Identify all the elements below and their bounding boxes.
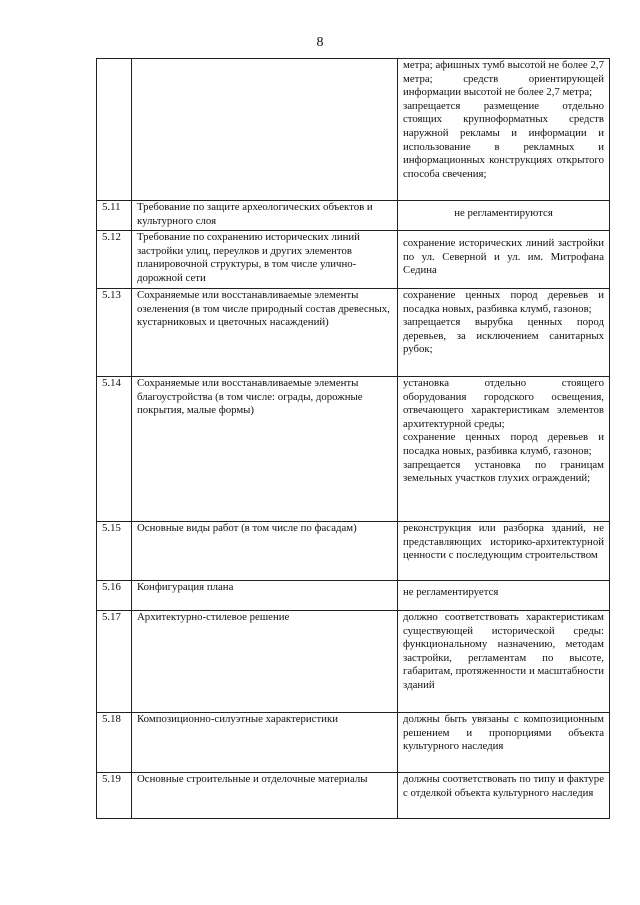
value-cell: должно соответствовать характеристикам существующей исторической среды: функциональному назначению, методам застройки, регламентам по высоте, габаритам, протяженности и масштабности зданий (398, 611, 610, 713)
table-row (97, 773, 610, 819)
row-number: 5.16 (97, 581, 132, 611)
table-row (97, 377, 610, 522)
row-number: 5.11 (97, 201, 132, 231)
value-cell: метра; афишных тумб высотой не более 2,7 метра; средств ориентирующей информации высотой не более 2,7 метра; запрещается размещение отдельно стоящих крупноформатных средств наружной рекламы и информации и использование в рекламных и информационных конструкциях открытого способа свечения; (398, 59, 610, 201)
value-cell (398, 231, 610, 289)
requirement-cell: Основные виды работ (в том числе по фасадам) (132, 522, 398, 581)
row-number: 5.12 (97, 231, 132, 289)
row-number: 5.18 (97, 713, 132, 773)
table-row (97, 611, 610, 713)
value-cell: сохранение ценных пород деревьев и посадка новых, разбивка клумб, газонов; запрещается вырубка ценных пород деревьев, за исключением санитарных рубок; (398, 289, 610, 377)
value-text: сохранение исторических линий застройки по ул. Северной и ул. им. Митрофана Седина (403, 237, 604, 277)
value-cell: реконструкция или разборка зданий, не представляющих историко-архитектурной ценности с последующим строительством (398, 522, 610, 581)
value-text: не регламентируются (454, 207, 553, 219)
requirement-cell: Требование по сохранению исторических линий застройки улиц, переулков и других элементов планировочной структуры, в том числе улично-дорожной сети (132, 231, 398, 289)
requirement-cell: Конфигурация плана (132, 581, 398, 611)
table-row (97, 289, 610, 377)
value-cell (398, 581, 610, 611)
table-row (97, 713, 610, 773)
requirement-cell: Композиционно-силуэтные характеристики (132, 713, 398, 773)
requirement-cell: Архитектурно-стилевое решение (132, 611, 398, 713)
requirement-cell: Сохраняемые или восстанавливаемые элементы озеленения (в том числе природный состав древесных, кустарниковых и цветочных насаждений) (132, 289, 398, 377)
value-text: не регламентируется (403, 586, 499, 598)
row-number: 5.15 (97, 522, 132, 581)
value-cell (398, 201, 610, 231)
table-row (97, 522, 610, 581)
requirements-table (96, 58, 610, 819)
requirement-cell: Сохраняемые или восстанавливаемые элементы благоустройства (в том числе: ограды, дорожные покрытия, малые формы) (132, 377, 398, 522)
requirement-cell (132, 59, 398, 201)
value-cell: должны соответствовать по типу и фактуре с отделкой объекта культурного наследия (398, 773, 610, 819)
row-number (97, 59, 132, 201)
value-cell: должны быть увязаны с композиционным решением и пропорциями объекта культурного наследия (398, 713, 610, 773)
table-row (97, 201, 610, 231)
requirement-cell: Требование по защите археологических объектов и культурного слоя (132, 201, 398, 231)
row-number: 5.14 (97, 377, 132, 522)
row-number: 5.17 (97, 611, 132, 713)
table-row (97, 581, 610, 611)
value-cell: установка отдельно стоящего оборудования городского освещения, отвечающего характеристикам элементов архитектурной среды; сохранение ценных пород деревьев и посадка новых, разбивка клумб, газонов; запрещается установка по границам земельных участков глухих ограждений; (398, 377, 610, 522)
row-number: 5.19 (97, 773, 132, 819)
row-number: 5.13 (97, 289, 132, 377)
table-row (97, 231, 610, 289)
page-number: 8 (316, 35, 324, 50)
requirement-cell: Основные строительные и отделочные материалы (132, 773, 398, 819)
table-row (97, 59, 610, 201)
